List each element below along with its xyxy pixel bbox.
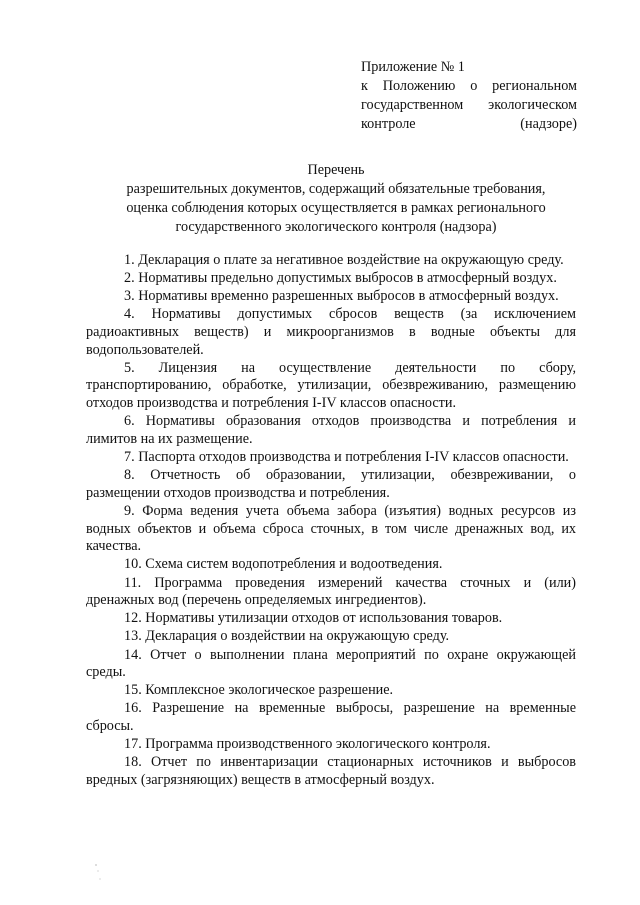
list-item (86, 288, 576, 306)
item-text: Нормативы предельно допустимых выбросов в атмосферный воздух. (138, 270, 557, 287)
item-number: 10. (124, 556, 142, 573)
list-item (86, 252, 576, 270)
list-item (86, 754, 576, 789)
document-subtitle-line: оценка соблюдения которых осуществляется в рамках регионального (126, 200, 546, 216)
list-item (86, 306, 576, 359)
document-subtitle-line: разрешительных документов, содержащий обязательные требования, (126, 181, 546, 197)
list-item (86, 556, 576, 574)
list-item (86, 575, 576, 610)
item-number: 2. (124, 270, 135, 287)
item-number: 4. (124, 306, 135, 323)
list-item (86, 270, 576, 288)
list-item (86, 682, 576, 700)
list-item (86, 610, 576, 628)
list-item (86, 736, 576, 754)
item-text: Программа проведения измерений качества сточных и (или) дренажных вод (перечень определяемых ингредиентов). (86, 574, 577, 609)
list-item (86, 360, 576, 413)
item-number: 16. (124, 700, 142, 717)
item-number: 1. (124, 252, 135, 268)
annex-header (361, 58, 577, 134)
list-item (86, 449, 576, 467)
annex-line-2: к Положению о региональном (361, 78, 577, 94)
item-text: Программа производственного экологического контроля. (145, 736, 491, 753)
item-text: Паспорта отходов производства и потребления I-IV классов опасности. (138, 449, 569, 466)
document-subtitle-line: государственного экологического контроля (надзора) (175, 219, 497, 235)
annex-number: Приложение № 1 (361, 59, 465, 75)
item-text: Нормативы допустимых сбросов веществ (за исключением радиоактивных веществ) и микроорганизмов в водные объекты для водопользователей. (86, 306, 576, 358)
item-number: 14. (124, 646, 142, 663)
item-text: Комплексное экологическое разрешение. (145, 682, 394, 699)
item-number: 3. (124, 288, 135, 305)
item-number: 11. (124, 574, 142, 591)
documents-list (86, 252, 576, 790)
item-text: Нормативы утилизации отходов от использования товаров. (145, 610, 503, 627)
item-text: Отчет по инвентаризации стационарных источников и выбросов вредных (загрязняющих) веществ в атмосферный воздух. (86, 754, 576, 789)
item-number: 13. (124, 628, 142, 645)
item-text: Отчет о выполнении плана мероприятий по охране окружающей среды. (86, 646, 576, 681)
item-text: Форма ведения учета объема забора (изъятия) водных ресурсов из водных объектов и объема сброса сточных, в том числе дренажных вод, их качества. (86, 502, 576, 555)
item-text: Нормативы временно разрешенных выбросов в атмосферный воздух. (138, 288, 559, 305)
item-number: 12. (124, 610, 142, 627)
document-heading (84, 161, 588, 237)
annex-line-4: контроле (надзоре) (361, 116, 577, 132)
item-text: Разрешение на временные выбросы, разрешение на временные сбросы. (86, 700, 576, 735)
list-item (86, 503, 576, 556)
item-text: Схема систем водопотребления и водоотведения. (145, 556, 443, 573)
item-text: Нормативы образования отходов производства и потребления и лимитов на их размещение. (86, 413, 577, 447)
item-number: 15. (124, 682, 142, 699)
item-text: Лицензия на осуществление деятельности по сбору, транспортированию, обработке, утилизации, обезвреживанию, размещению отходов производства и потребления I-IV классов опасности. (86, 359, 577, 412)
document-title: Перечень (307, 162, 365, 178)
scan-specks (93, 862, 113, 882)
list-item (86, 647, 576, 682)
list-item (86, 413, 576, 448)
item-number: 6. (124, 413, 135, 430)
item-number: 18. (124, 754, 142, 771)
list-item (86, 628, 576, 646)
item-text: Декларация о воздействии на окружающую среду. (145, 628, 450, 645)
item-number: 17. (124, 736, 142, 753)
item-number: 5. (124, 359, 135, 376)
item-number: 9. (124, 502, 135, 519)
annex-line-3: государственном экологическом (361, 97, 577, 113)
item-text: Декларация о плате за негативное воздействие на окружающую среду. (138, 252, 564, 268)
list-item (86, 467, 576, 502)
item-number: 7. (124, 449, 135, 466)
list-item (86, 700, 576, 735)
item-number: 8. (124, 467, 135, 484)
item-text: Отчетность об образовании, утилизации, обезвреживании, о размещении отходов производства и потребления. (86, 467, 577, 501)
